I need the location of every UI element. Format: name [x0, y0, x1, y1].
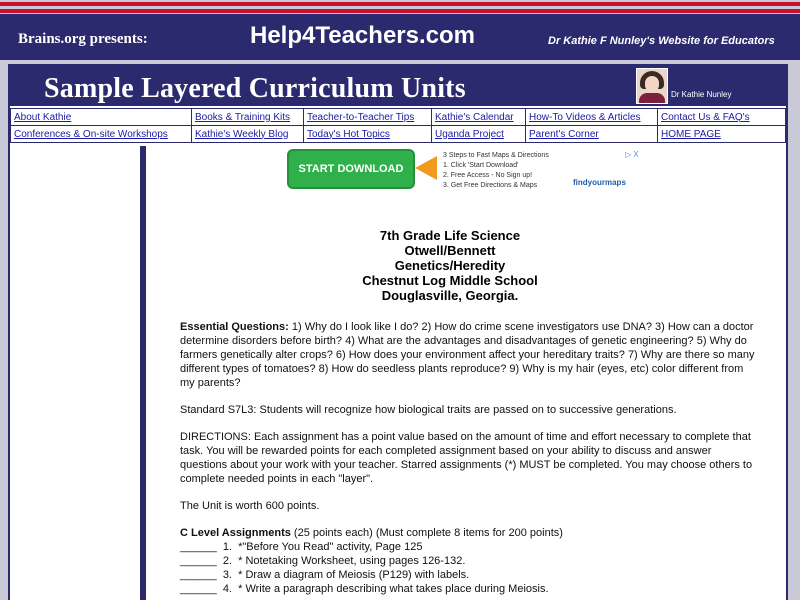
ad-line: 2. Free Access - No Sign up! — [443, 172, 533, 179]
ad-close-icon[interactable]: ▷ X — [625, 150, 639, 159]
nav-home[interactable]: HOME PAGE — [661, 128, 721, 140]
nav-table — [10, 108, 786, 143]
nav-conferences[interactable]: Conferences & On-site Workshops — [14, 128, 168, 140]
top-banner — [0, 14, 800, 60]
banner-tagline: Dr Kathie F Nunley's Website for Educators — [548, 35, 775, 47]
start-download-button[interactable]: START DOWNLOAD — [287, 149, 415, 189]
nav-about-kathie[interactable]: About Kathie — [14, 111, 72, 123]
presents-text: Brains.org presents: — [18, 31, 148, 47]
nav-videos-articles[interactable]: How-To Videos & Articles — [529, 111, 641, 123]
list-item: ______ 3. * Draw a diagram of Meiosis (P129) with labels. — [180, 569, 470, 581]
heading-line: Douglasville, Georgia. — [381, 288, 519, 303]
unit-heading — [330, 228, 570, 303]
avatar — [636, 68, 668, 104]
list-item: ______ 1. *"Before You Read" activity, Page 125 — [180, 541, 423, 553]
ad-text — [443, 151, 549, 191]
photo-caption: Dr Kathie Nunley — [671, 90, 732, 99]
eq-label: Essential Questions: — [180, 321, 289, 333]
nav-uganda[interactable]: Uganda Project — [435, 128, 504, 140]
heading-line: Chestnut Log Middle School — [362, 273, 538, 288]
heading-line: 7th Grade Life Science — [379, 228, 521, 243]
list-item: ______ 4. * Write a paragraph describing what takes place during Meiosis. — [180, 583, 549, 595]
ad-line: 3. Get Free Directions & Maps — [443, 182, 538, 189]
nav-blog[interactable]: Kathie's Weekly Blog — [195, 128, 289, 140]
nav-parents-corner[interactable]: Parent's Corner — [529, 128, 599, 140]
eq-text: 1) Why do I look like I do? 2) How do crime scene investigators use DNA? 3) How can a doctor determine disorders before birth? 4) What are the advantages and disadvantages of genetic engineering? 5) Why do farmers genetically alter crops? 6) How does your environment affect your hereditary traits? 7) Why are there so many different types of tomatoes? 8) How do seedless plants reproduce? 9) Why is my hair (eyes, etc) color different from my parents? — [180, 321, 755, 389]
heading-line: Otwell/Bennett — [404, 243, 496, 258]
nav-teacher-tips[interactable]: Teacher-to-Teacher Tips — [307, 111, 415, 123]
c-level-heading — [180, 526, 760, 540]
list-item: ______ 2. * Notetaking Worksheet, using pages 126-132. — [180, 555, 466, 567]
assignment-list — [180, 540, 760, 596]
top-stripe-2 — [0, 9, 800, 13]
nav-contact[interactable]: Contact Us & FAQ's — [661, 111, 750, 123]
arrow-icon — [415, 156, 437, 180]
ad-line: 1. Click 'Start Download' — [443, 162, 519, 169]
directions-text: DIRECTIONS: Each assignment has a point value based on the amount of time and effort necessary to complete that task. You will be rewarded points for each completed assignment based on your ability to discuss and answer questions about your work with your teacher. Starred assignments (*) MUST be completed. You may choose others to complete needed points in each "layer". — [180, 431, 753, 485]
heading-line: Genetics/Heredity — [394, 258, 506, 273]
unit-body — [180, 320, 760, 596]
nav-row — [11, 126, 786, 143]
nav-calendar[interactable]: Kathie's Calendar — [435, 111, 514, 123]
ad-logo: findyourmaps — [573, 178, 626, 187]
nav-row — [11, 109, 786, 126]
essential-questions — [180, 320, 760, 390]
ad-line: 3 Steps to Fast Maps & Directions — [443, 152, 549, 159]
c-level-label: C Level Assignments — [180, 527, 291, 539]
page-title: Sample Layered Curriculum Units — [44, 73, 466, 104]
page-header — [10, 64, 786, 106]
c-level-text: (25 points each) (Must complete 8 items for 200 points) — [290, 527, 563, 539]
top-stripe — [0, 2, 800, 6]
ad-banner[interactable] — [287, 148, 647, 192]
standard-text: Standard S7L3: Students will recognize how biological traits are passed on to successive generations. — [180, 404, 677, 416]
nav-books-training[interactable]: Books & Training Kits — [195, 111, 291, 123]
unit-worth: The Unit is worth 600 points. — [180, 500, 320, 512]
site-title[interactable]: Help4Teachers.com — [250, 22, 475, 49]
content-left-border — [140, 146, 146, 600]
nav-hot-topics[interactable]: Today's Hot Topics — [307, 128, 390, 140]
